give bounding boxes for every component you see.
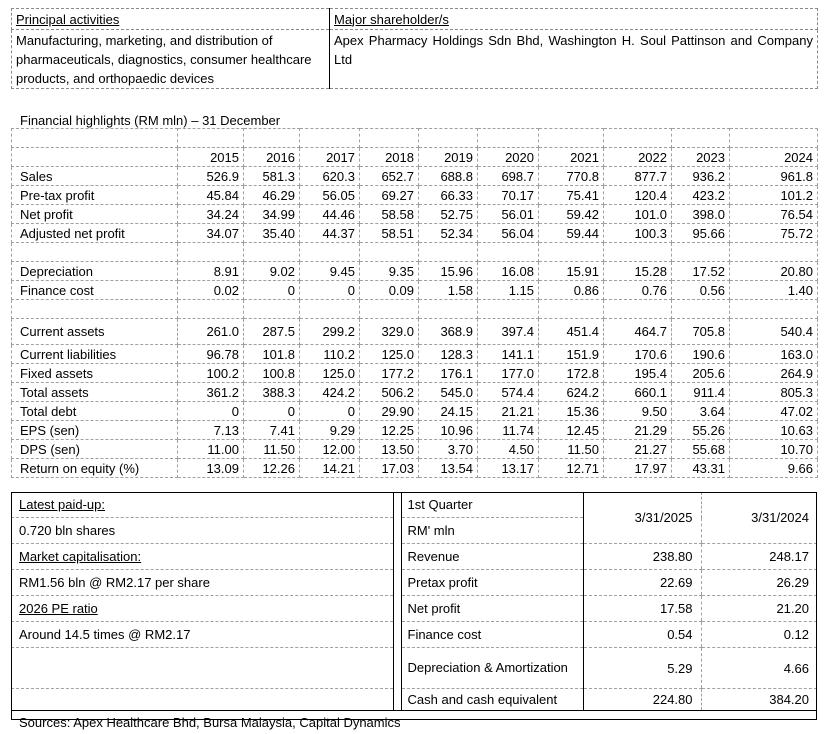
pe-ratio-label: 2026 PE ratio (11, 596, 393, 622)
value-cell: 100.2 (178, 364, 244, 383)
value-cell: 69.27 (360, 186, 419, 205)
value-cell: 0 (300, 281, 360, 300)
spacer-cell (360, 300, 419, 319)
value-cell: 12.71 (539, 459, 604, 478)
spacer-cell (539, 243, 604, 262)
value-cell: 368.9 (419, 319, 478, 345)
value-cell: 195.4 (604, 364, 672, 383)
q-row-label: Revenue (401, 544, 583, 570)
value-cell: 47.02 (730, 402, 818, 421)
value-cell: 545.0 (419, 383, 478, 402)
value-cell: 29.90 (360, 402, 419, 421)
spacer-cell (672, 129, 730, 148)
col-2025-header: 3/31/2025 (583, 492, 701, 544)
value-cell: 9.45 (300, 262, 360, 281)
value-cell: 936.2 (672, 167, 730, 186)
spacer-cell (419, 243, 478, 262)
value-cell: 17.97 (604, 459, 672, 478)
value-cell: 805.3 (730, 383, 818, 402)
row-label: EPS (sen) (12, 421, 178, 440)
row-label: Current assets (12, 319, 178, 345)
value-cell: 261.0 (178, 319, 244, 345)
value-cell: 101.8 (244, 345, 300, 364)
value-cell: 44.46 (300, 205, 360, 224)
q-row-value-2025: 224.80 (583, 689, 701, 711)
value-cell: 0.86 (539, 281, 604, 300)
value-cell: 770.8 (539, 167, 604, 186)
value-cell: 52.34 (419, 224, 478, 243)
value-cell: 177.2 (360, 364, 419, 383)
value-cell: 0.02 (178, 281, 244, 300)
spacer-cell (672, 300, 730, 319)
row-label: Adjusted net profit (12, 224, 178, 243)
spacer-cell (604, 243, 672, 262)
year-header: 2020 (478, 148, 539, 167)
q-row-value-2024: 384.20 (701, 689, 817, 711)
table-row (12, 421, 818, 440)
value-cell: 540.4 (730, 319, 818, 345)
value-cell: 0 (300, 402, 360, 421)
row-label: Total debt (12, 402, 178, 421)
spacer-row (12, 129, 818, 148)
value-cell: 17.03 (360, 459, 419, 478)
q-row-value-2025: 22.69 (583, 570, 701, 596)
value-cell: 0.76 (604, 281, 672, 300)
value-cell: 13.17 (478, 459, 539, 478)
value-cell: 7.13 (178, 421, 244, 440)
value-cell: 59.42 (539, 205, 604, 224)
value-cell: 397.4 (478, 319, 539, 345)
value-cell: 12.26 (244, 459, 300, 478)
value-cell: 299.2 (300, 319, 360, 345)
row-label: DPS (sen) (12, 440, 178, 459)
value-cell: 17.52 (672, 262, 730, 281)
row-label: Fixed assets (12, 364, 178, 383)
table-row (12, 440, 818, 459)
value-cell: 35.40 (244, 224, 300, 243)
value-cell: 70.17 (478, 186, 539, 205)
market-cap-label: Market capitalisation: (11, 544, 393, 570)
value-cell: 15.36 (539, 402, 604, 421)
spacer-row (12, 243, 818, 262)
value-cell: 0.09 (360, 281, 419, 300)
spacer-cell (604, 129, 672, 148)
market-and-quarter-table (11, 492, 817, 734)
principal-activities-label: Principal activities (12, 9, 330, 30)
value-cell: 52.75 (419, 205, 478, 224)
value-cell: 8.91 (178, 262, 244, 281)
value-cell: 128.3 (419, 345, 478, 364)
year-header: 2015 (178, 148, 244, 167)
value-cell: 0 (244, 281, 300, 300)
value-cell: 14.21 (300, 459, 360, 478)
value-cell: 10.63 (730, 421, 818, 440)
value-cell: 13.09 (178, 459, 244, 478)
value-cell: 398.0 (672, 205, 730, 224)
value-cell: 12.25 (360, 421, 419, 440)
value-cell: 15.96 (419, 262, 478, 281)
value-cell: 56.05 (300, 186, 360, 205)
value-cell: 9.29 (300, 421, 360, 440)
value-cell: 9.02 (244, 262, 300, 281)
q-row-value-2024: 26.29 (701, 570, 817, 596)
value-cell: 4.50 (478, 440, 539, 459)
value-cell: 44.37 (300, 224, 360, 243)
value-cell: 100.8 (244, 364, 300, 383)
value-cell: 59.44 (539, 224, 604, 243)
year-header: 2022 (604, 148, 672, 167)
value-cell: 12.45 (539, 421, 604, 440)
value-cell: 21.27 (604, 440, 672, 459)
value-cell: 170.6 (604, 345, 672, 364)
q-row-value-2025: 5.29 (583, 648, 701, 689)
value-cell: 58.58 (360, 205, 419, 224)
value-cell: 66.33 (419, 186, 478, 205)
value-cell: 110.2 (300, 345, 360, 364)
q-row-value-2024: 4.66 (701, 648, 817, 689)
value-cell: 526.9 (178, 167, 244, 186)
table-row (12, 402, 818, 421)
table-row (12, 364, 818, 383)
value-cell: 34.99 (244, 205, 300, 224)
year-header: 2021 (539, 148, 604, 167)
year-header: 2016 (244, 148, 300, 167)
value-cell: 15.91 (539, 262, 604, 281)
value-cell: 13.50 (360, 440, 419, 459)
q-row-value-2025: 0.54 (583, 622, 701, 648)
spacer-cell (360, 243, 419, 262)
value-cell: 698.7 (478, 167, 539, 186)
value-cell: 506.2 (360, 383, 419, 402)
spacer-cell (300, 129, 360, 148)
value-cell: 95.66 (672, 224, 730, 243)
row-label: Pre-tax profit (12, 186, 178, 205)
year-header: 2017 (300, 148, 360, 167)
value-cell: 264.9 (730, 364, 818, 383)
value-cell: 581.3 (244, 167, 300, 186)
q-row-label: Finance cost (401, 622, 583, 648)
value-cell: 205.6 (672, 364, 730, 383)
q-row-label: Cash and cash equivalent (401, 689, 583, 711)
year-header: 2024 (730, 148, 818, 167)
value-cell: 101.0 (604, 205, 672, 224)
spacer-cell (478, 300, 539, 319)
value-cell: 10.96 (419, 421, 478, 440)
value-cell: 9.35 (360, 262, 419, 281)
value-cell: 190.6 (672, 345, 730, 364)
spacer-row (12, 300, 818, 319)
spacer-cell (539, 300, 604, 319)
value-cell: 705.8 (672, 319, 730, 345)
value-cell: 11.50 (539, 440, 604, 459)
market-cap-value: RM1.56 bln @ RM2.17 per share (11, 570, 393, 596)
table-row (12, 167, 818, 186)
year-header: 2018 (360, 148, 419, 167)
value-cell: 100.3 (604, 224, 672, 243)
quarter-unit: RM' mln (401, 518, 583, 544)
value-cell: 329.0 (360, 319, 419, 345)
value-cell: 21.29 (604, 421, 672, 440)
value-cell: 34.07 (178, 224, 244, 243)
header-label-cell (12, 148, 178, 167)
year-header-row (12, 148, 818, 167)
table-row (12, 262, 818, 281)
value-cell: 1.15 (478, 281, 539, 300)
value-cell: 11.00 (178, 440, 244, 459)
spacer-cell (539, 129, 604, 148)
q-row-value-2025: 238.80 (583, 544, 701, 570)
spacer-cell (419, 300, 478, 319)
value-cell: 9.50 (604, 402, 672, 421)
row-label: Depreciation (12, 262, 178, 281)
value-cell: 688.8 (419, 167, 478, 186)
quarter-label: 1st Quarter (401, 492, 583, 518)
spacer-cell (478, 243, 539, 262)
empty-left-cell (11, 689, 393, 711)
spacer-cell (672, 243, 730, 262)
value-cell: 7.41 (244, 421, 300, 440)
value-cell: 151.9 (539, 345, 604, 364)
value-cell: 176.1 (419, 364, 478, 383)
value-cell: 24.15 (419, 402, 478, 421)
value-cell: 125.0 (300, 364, 360, 383)
value-cell: 3.64 (672, 402, 730, 421)
value-cell: 56.04 (478, 224, 539, 243)
major-shareholder-label: Major shareholder/s (330, 9, 818, 30)
value-cell: 0 (244, 402, 300, 421)
value-cell: 620.3 (300, 167, 360, 186)
value-cell: 451.4 (539, 319, 604, 345)
spacer-cell (419, 129, 478, 148)
value-cell: 46.29 (244, 186, 300, 205)
table-row (12, 319, 818, 345)
value-cell: 56.01 (478, 205, 539, 224)
value-cell: 1.40 (730, 281, 818, 300)
spacer-cell (178, 129, 244, 148)
year-header: 2023 (672, 148, 730, 167)
pe-ratio-value: Around 14.5 times @ RM2.17 (11, 622, 393, 648)
q-row-label: Pretax profit (401, 570, 583, 596)
table-row (12, 459, 818, 478)
value-cell: 141.1 (478, 345, 539, 364)
spacer-cell (300, 243, 360, 262)
table-row (12, 224, 818, 243)
spacer-cell (244, 129, 300, 148)
value-cell: 287.5 (244, 319, 300, 345)
row-label: Return on equity (%) (12, 459, 178, 478)
principal-activities-text: Manufacturing, marketing, and distribution of pharmaceuticals, diagnostics, consumer healthcare products, and orthopaedic devices (12, 30, 330, 89)
table-row (12, 383, 818, 402)
value-cell: 163.0 (730, 345, 818, 364)
value-cell: 0.56 (672, 281, 730, 300)
value-cell: 101.2 (730, 186, 818, 205)
value-cell: 0 (178, 402, 244, 421)
value-cell: 96.78 (178, 345, 244, 364)
value-cell: 177.0 (478, 364, 539, 383)
table-row (12, 186, 818, 205)
value-cell: 624.2 (539, 383, 604, 402)
value-cell: 13.54 (419, 459, 478, 478)
value-cell: 361.2 (178, 383, 244, 402)
value-cell: 75.41 (539, 186, 604, 205)
spacer-cell (12, 243, 178, 262)
value-cell: 1.58 (419, 281, 478, 300)
value-cell: 45.84 (178, 186, 244, 205)
value-cell: 423.2 (672, 186, 730, 205)
value-cell: 43.31 (672, 459, 730, 478)
row-label: Sales (12, 167, 178, 186)
financial-highlights-table (11, 128, 818, 478)
value-cell: 660.1 (604, 383, 672, 402)
value-cell: 15.28 (604, 262, 672, 281)
value-cell: 10.70 (730, 440, 818, 459)
value-cell: 464.7 (604, 319, 672, 345)
value-cell: 652.7 (360, 167, 419, 186)
value-cell: 424.2 (300, 383, 360, 402)
value-cell: 11.50 (244, 440, 300, 459)
value-cell: 58.51 (360, 224, 419, 243)
row-label: Finance cost (12, 281, 178, 300)
value-cell: 11.74 (478, 421, 539, 440)
spacer-cell (604, 300, 672, 319)
value-cell: 877.7 (604, 167, 672, 186)
value-cell: 172.8 (539, 364, 604, 383)
company-profile-table (11, 8, 818, 89)
spacer-cell (730, 243, 818, 262)
major-shareholder-text: Apex Pharmacy Holdings Sdn Bhd, Washington H. Soul Pattinson and Company Ltd (330, 30, 818, 89)
table-row (12, 345, 818, 364)
sources-note: Sources: Apex Healthcare Bhd, Bursa Malaysia, Capital Dynamics (11, 711, 817, 734)
financial-highlights-title: Financial highlights (RM mln) – 31 December (20, 113, 280, 128)
q-row-label: Depreciation & Amortization (401, 648, 583, 689)
q-row-value-2024: 21.20 (701, 596, 817, 622)
value-cell: 388.3 (244, 383, 300, 402)
spacer-cell (730, 300, 818, 319)
spacer-cell (360, 129, 419, 148)
value-cell: 16.08 (478, 262, 539, 281)
value-cell: 75.72 (730, 224, 818, 243)
value-cell: 12.00 (300, 440, 360, 459)
row-label: Total assets (12, 383, 178, 402)
table-row (12, 205, 818, 224)
value-cell: 55.68 (672, 440, 730, 459)
table-row (12, 281, 818, 300)
row-label: Net profit (12, 205, 178, 224)
year-header: 2019 (419, 148, 478, 167)
row-label: Current liabilities (12, 345, 178, 364)
spacer-cell (12, 129, 178, 148)
value-cell: 961.8 (730, 167, 818, 186)
spacer-cell (244, 243, 300, 262)
spacer-cell (244, 300, 300, 319)
q-row-value-2025: 17.58 (583, 596, 701, 622)
value-cell: 55.26 (672, 421, 730, 440)
spacer-cell (730, 129, 818, 148)
spacer-cell (178, 243, 244, 262)
q-row-value-2024: 248.17 (701, 544, 817, 570)
value-cell: 9.66 (730, 459, 818, 478)
spacer-cell (178, 300, 244, 319)
value-cell: 574.4 (478, 383, 539, 402)
paid-up-label: Latest paid-up: (11, 492, 393, 518)
spacer-cell (300, 300, 360, 319)
paid-up-value: 0.720 bln shares (11, 518, 393, 544)
value-cell: 34.24 (178, 205, 244, 224)
value-cell: 120.4 (604, 186, 672, 205)
value-cell: 125.0 (360, 345, 419, 364)
q-row-value-2024: 0.12 (701, 622, 817, 648)
q-row-label: Net profit (401, 596, 583, 622)
spacer-cell (12, 300, 178, 319)
value-cell: 21.21 (478, 402, 539, 421)
col-2024-header: 3/31/2024 (701, 492, 817, 544)
spacer-cell (478, 129, 539, 148)
value-cell: 911.4 (672, 383, 730, 402)
empty-left-cell (11, 648, 393, 689)
column-gap (393, 492, 401, 711)
value-cell: 3.70 (419, 440, 478, 459)
value-cell: 76.54 (730, 205, 818, 224)
value-cell: 20.80 (730, 262, 818, 281)
